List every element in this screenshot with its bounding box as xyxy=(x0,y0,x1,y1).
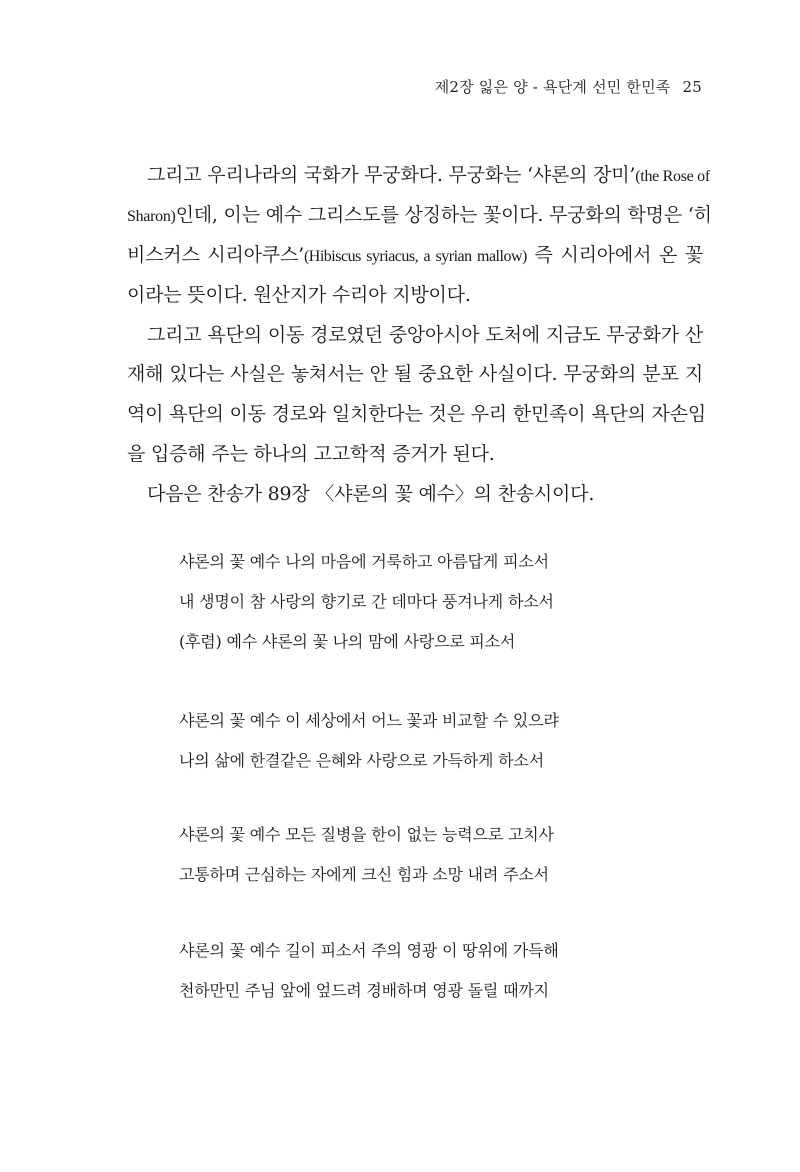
paragraph-2-line-4: 을 입증해 주는 하나의 고고학적 증거가 된다. xyxy=(127,443,495,466)
hymn-line: 나의 삶에 한결같은 은혜와 사랑으로 가득하게 하소서 xyxy=(179,751,544,770)
paragraph-2-line-2: 재해 있다는 사실은 놓쳐서는 안 될 중요한 사실이다. 무궁화의 분포 지 xyxy=(127,363,703,386)
running-head xyxy=(435,76,702,97)
body-text xyxy=(127,162,712,521)
hymn-line: 샤론의 꽃 예수 길이 피소서 주의 영광 이 땅위에 가득해 xyxy=(179,941,559,960)
hymn-line: 내 생명이 참 사랑의 향기로 간 데마다 풍겨나게 하소서 xyxy=(179,592,554,611)
hymn-line: 고통하며 근심하는 자에게 크신 힘과 소망 내려 주소서 xyxy=(179,865,549,884)
paragraph-1-line-1: 그리고 우리나라의 국화가 무궁화다. 무궁화는 ‘샤론의 장미’(the Rose of xyxy=(147,164,710,186)
hymn-line: 샤론의 꽃 예수 이 세상에서 어느 꽃과 비교할 수 있으랴 xyxy=(179,711,559,730)
chapter-title: 제2장 잃은 양 - 욕단계 선민 한민족 xyxy=(434,78,671,96)
hymn-line: 샤론의 꽃 예수 나의 마음에 거룩하고 아름답게 피소서 xyxy=(179,552,549,571)
paragraph-2-line-1: 그리고 욕단의 이동 경로였던 중앙아시아 도처에 지금도 무궁화가 산 xyxy=(147,323,703,346)
paragraph-2-line-3: 역이 욕단의 이동 경로와 일치한다는 것은 우리 한민족이 욕단의 자손임 xyxy=(127,403,707,426)
paragraph-1-line-2: Sharon)인데, 이는 예수 그리스도를 상징하는 꽃이다. 무궁화의 학명은 ‘히 xyxy=(127,203,712,226)
hymn-line: 천하만민 주님 앞에 엎드려 경배하며 영광 돌릴 때까지 xyxy=(179,981,549,1000)
hymn-stanza-4 xyxy=(179,938,699,1018)
hymn-stanza-2 xyxy=(179,708,699,788)
hymn-stanza-1 xyxy=(179,549,699,669)
paragraph-3-line-1: 다음은 찬송가 89장 〈샤론의 꽃 예수〉의 찬송시이다. xyxy=(147,483,595,506)
hymn-line: (후렴) 예수 샤론의 꽃 나의 맘에 사랑으로 피소서 xyxy=(179,632,516,651)
paragraph-1-line-4: 이라는 뜻이다. 원산지가 수리아 지방이다. xyxy=(127,283,471,306)
paragraph-1-line-3: 비스커스 시리아쿠스’(Hibiscus syriacus, a syrian mallow) 즉 시리아에서 온 꽃 xyxy=(127,243,703,266)
hymn-stanza-3 xyxy=(179,822,699,902)
page-number: 25 xyxy=(682,78,702,96)
hymn-line: 샤론의 꽃 예수 모든 질병을 한이 없는 능력으로 고치사 xyxy=(179,825,554,844)
